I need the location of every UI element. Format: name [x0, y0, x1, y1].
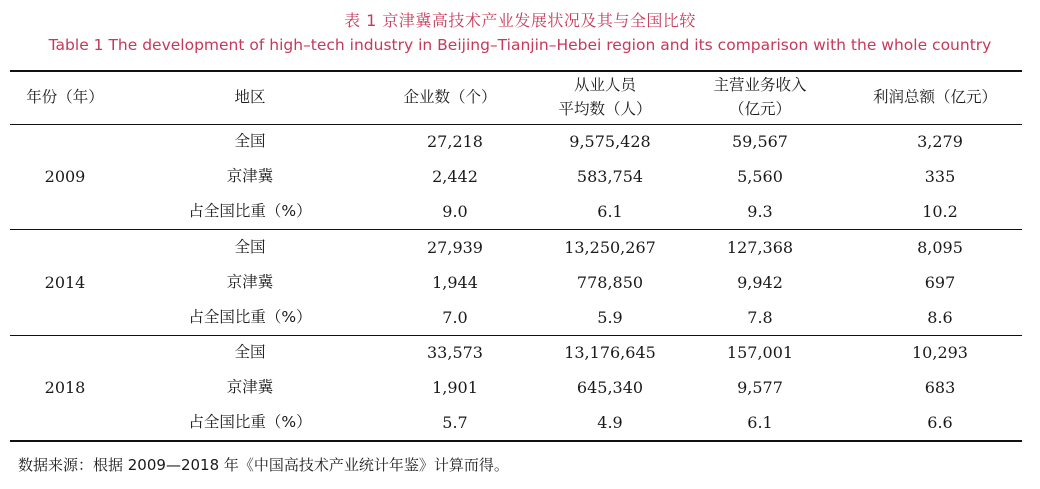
cell-employees: 6.1: [597, 202, 623, 221]
cell-region: 占全国比重（%）: [188, 308, 312, 326]
cell-firms: 27,939: [427, 238, 483, 257]
cell-region: 全国: [234, 238, 266, 256]
cell-profit: 697: [924, 273, 956, 292]
table-title-en: Table 1 The development of high–tech industry in Beijing–Tianjin–Hebei region and its comparison with the whole country: [48, 36, 992, 54]
year-cell: 2018: [44, 378, 86, 397]
group-divider-rule: [10, 335, 1022, 336]
cell-revenue: 5,560: [737, 167, 783, 186]
cell-revenue: 9.3: [747, 202, 773, 221]
cell-firms: 1,944: [432, 273, 478, 292]
cell-profit: 10,293: [912, 343, 968, 362]
cell-region: 占全国比重（%）: [188, 413, 312, 431]
cell-firms: 2,442: [432, 167, 478, 186]
cell-employees: 13,176,645: [564, 343, 656, 362]
cell-profit: 335: [924, 167, 956, 186]
cell-revenue: 6.1: [747, 413, 773, 432]
cell-employees: 9,575,428: [569, 132, 651, 151]
table-title-cn: 表 1 京津冀高技术产业发展状况及其与全国比较: [344, 11, 696, 30]
cell-firms: 33,573: [427, 343, 483, 362]
cell-region: 全国: [234, 343, 266, 361]
cell-revenue: 127,368: [726, 238, 794, 257]
cell-region: 京津冀: [226, 167, 274, 185]
header-employees-line1: 从业人员: [573, 76, 636, 94]
header-employees-line2: 平均数（人）: [558, 100, 652, 118]
cell-profit: 10.2: [922, 202, 958, 221]
cell-firms: 1,901: [432, 378, 478, 397]
bottom-rule: [10, 440, 1022, 442]
cell-employees: 778,850: [576, 273, 644, 292]
header-revenue-line2: （亿元）: [728, 100, 791, 118]
cell-profit: 8,095: [917, 238, 963, 257]
cell-employees: 4.9: [597, 413, 623, 432]
cell-region: 全国: [234, 132, 266, 150]
cell-profit: 3,279: [917, 132, 963, 151]
cell-revenue: 9,942: [737, 273, 783, 292]
cell-region: 京津冀: [226, 273, 274, 291]
cell-employees: 645,340: [576, 378, 644, 397]
header-firms: 企业数（个）: [403, 88, 497, 106]
cell-region: 京津冀: [226, 378, 274, 396]
year-cell: 2009: [44, 167, 86, 186]
header-year: 年份（年）: [26, 88, 104, 106]
header-revenue-line1: 主营业务收入: [713, 76, 807, 94]
cell-employees: 13,250,267: [564, 238, 656, 257]
cell-profit: 683: [924, 378, 956, 397]
cell-profit: 8.6: [927, 308, 953, 327]
group-divider-rule: [10, 229, 1022, 230]
cell-firms: 9.0: [442, 202, 468, 221]
cell-profit: 6.6: [927, 413, 953, 432]
cell-revenue: 157,001: [726, 343, 794, 362]
cell-revenue: 59,567: [732, 132, 788, 151]
cell-employees: 5.9: [597, 308, 623, 327]
cell-firms: 5.7: [442, 413, 468, 432]
cell-revenue: 7.8: [747, 308, 773, 327]
source-note: 数据来源：根据 2009—2018 年《中国高技术产业统计年鉴》计算而得。: [18, 456, 509, 474]
cell-firms: 27,218: [427, 132, 483, 151]
header-rule: [10, 124, 1022, 125]
cell-employees: 583,754: [576, 167, 644, 186]
year-cell: 2014: [44, 273, 86, 292]
cell-revenue: 9,577: [737, 378, 783, 397]
top-rule: [10, 70, 1022, 72]
header-profit: 利润总额（亿元）: [872, 88, 997, 106]
cell-region: 占全国比重（%）: [188, 202, 312, 220]
header-region: 地区: [234, 88, 266, 106]
cell-firms: 7.0: [442, 308, 468, 327]
